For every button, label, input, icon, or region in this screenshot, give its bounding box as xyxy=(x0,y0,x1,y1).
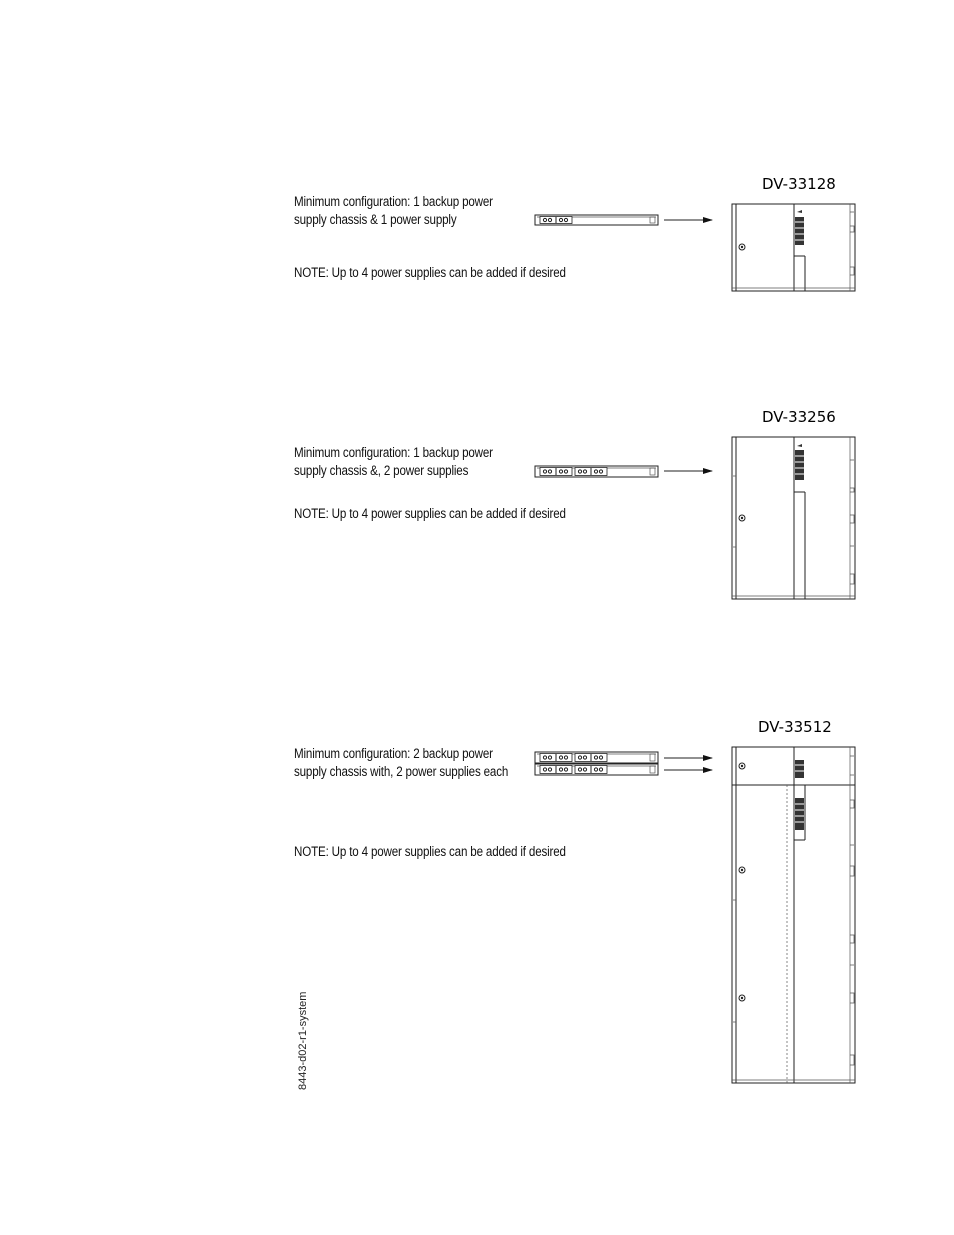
min-config-line1: Minimum configuration: 1 backup power xyxy=(294,194,493,209)
storage-cabinet-dv33512 xyxy=(732,747,855,1083)
model-label-dv33512: DV-33512 xyxy=(758,718,832,736)
figure-code: 8443-d02-r1-system xyxy=(297,991,309,1090)
storage-cabinet-dv33256 xyxy=(732,437,855,599)
min-config-line1: Minimum configuration: 1 backup power xyxy=(294,445,493,460)
note-text-1: NOTE: Up to 4 power supplies can be added if desired xyxy=(294,265,566,280)
note-text-2: NOTE: Up to 4 power supplies can be added if desired xyxy=(294,506,566,521)
min-config-line2: supply chassis &, 2 power supplies xyxy=(294,463,469,478)
storage-cabinet-dv33128 xyxy=(732,204,855,291)
model-label-dv33256: DV-33256 xyxy=(762,408,836,426)
min-config-line1: Minimum configuration: 2 backup power xyxy=(294,746,493,761)
note-text-3: NOTE: Up to 4 power supplies can be added if desired xyxy=(294,844,566,859)
backup-power-chassis-3b xyxy=(535,764,658,775)
backup-power-chassis-1 xyxy=(535,215,658,225)
min-config-line2: supply chassis & 1 power supply xyxy=(294,212,457,227)
model-label-dv33128: DV-33128 xyxy=(762,175,836,193)
backup-power-chassis-3a xyxy=(535,752,658,763)
min-config-line2: supply chassis with, 2 power supplies each xyxy=(294,764,509,779)
backup-power-chassis-2 xyxy=(535,466,658,477)
